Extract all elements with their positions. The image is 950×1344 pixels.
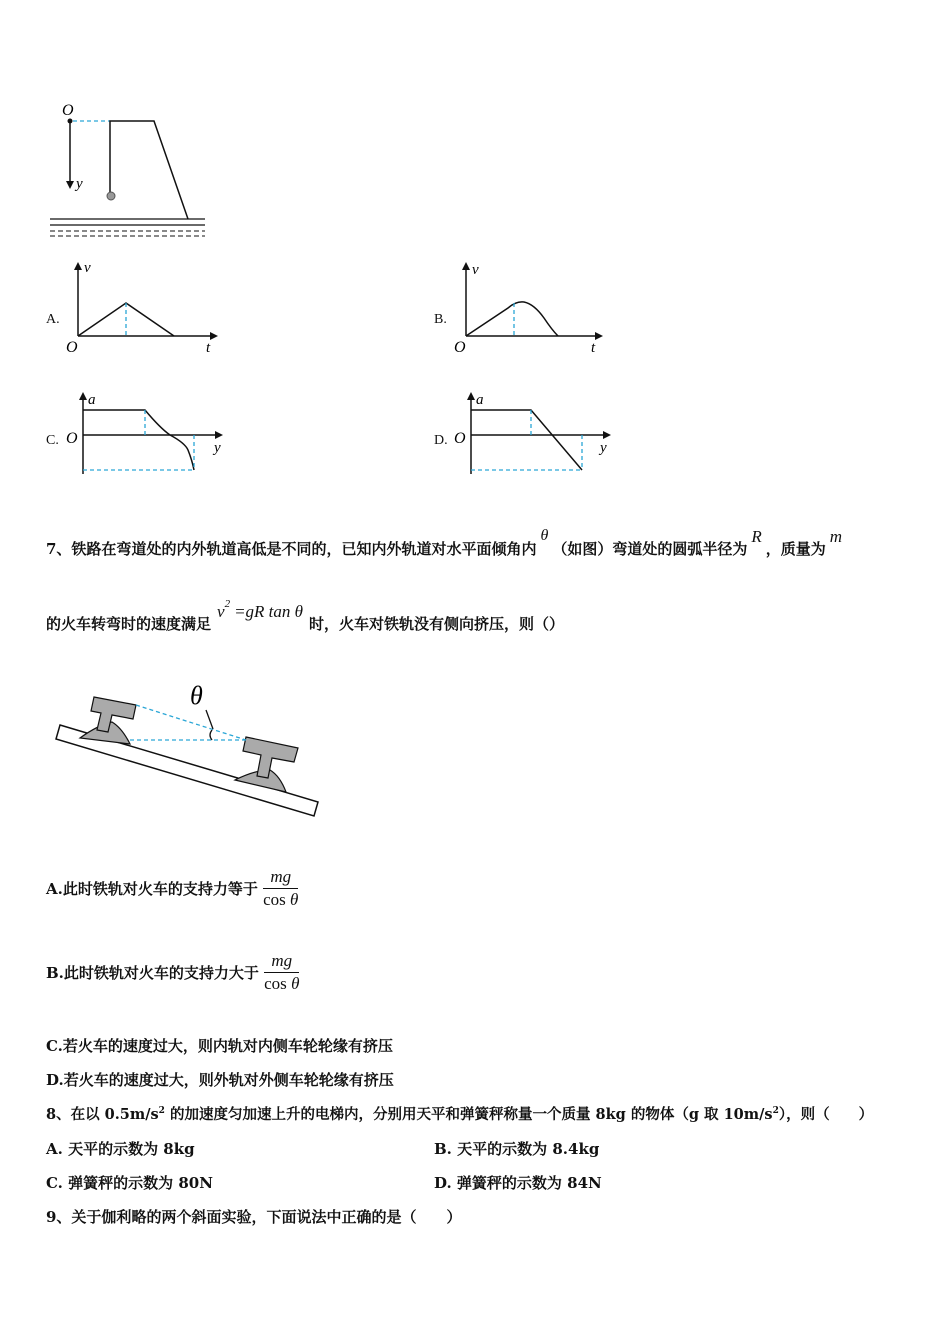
q7-line1-c: ，质量为 <box>765 540 826 558</box>
q7-formula-rest: =gR tan θ <box>234 602 303 621</box>
graph-d-origin: O <box>454 430 466 447</box>
q7-option-b-text: B.此时铁轨对火车的支持力大于 <box>46 964 259 982</box>
q8-option-d: D. 弹簧秤的示数为 84N <box>434 1174 602 1192</box>
graph-a-label: A. <box>46 312 60 327</box>
q8-stem-b: 的加速度匀加速上升的电梯内，分别用天平和弹簧秤称量一个质量 8kg 的物体（g 取 10m/s <box>164 1106 773 1123</box>
graph-b-axis-t: t <box>591 340 596 356</box>
q7-option-c: C.若火车的速度过大，则内轨对内侧车轮轮缘有挤压 <box>46 1037 393 1055</box>
q8-option-b: B. 天平的示数为 8.4kg <box>434 1140 600 1158</box>
q7-line2-b: 时，火车对铁轨没有侧向挤压，则（） <box>309 615 565 633</box>
graph-c <box>60 388 235 480</box>
graph-c-axis-a: a <box>88 392 96 408</box>
q8-option-a: A. 天平的示数为 8kg <box>46 1140 195 1158</box>
q7-option-b-fraction <box>264 951 299 994</box>
pendulum-figure <box>40 95 220 245</box>
railway-figure <box>50 670 330 830</box>
q7-option-a-text: A.此时铁轨对火车的支持力等于 <box>46 880 258 898</box>
q8-stem <box>46 1103 873 1124</box>
graph-a <box>60 258 225 358</box>
q7-m: m <box>829 527 843 546</box>
graph-c-origin: O <box>66 430 78 447</box>
graph-b-axis-v: v <box>472 262 479 278</box>
q7-line1-a: 7、铁路在弯道处的内外轨道高低是不同的，已知内外轨道对水平面倾角内 <box>46 540 537 558</box>
q8-stem-sup2: 2 <box>772 1106 779 1117</box>
figure-label-y: y <box>76 176 83 192</box>
q7-formula-v: v <box>217 602 225 621</box>
q7-option-a-fraction <box>263 867 298 910</box>
graph-a-origin: O <box>66 339 78 356</box>
q7-formula-sup: 2 <box>224 598 231 610</box>
q7-line2-a: 的火车转弯时的速度满足 <box>46 615 212 633</box>
frac-a-num: mg <box>263 867 298 889</box>
frac-b-num: mg <box>264 951 299 973</box>
q7-option-a <box>46 867 298 910</box>
q8-stem-sup1: 2 <box>158 1106 165 1117</box>
graph-d <box>448 388 623 480</box>
q7-theta: θ <box>540 527 549 544</box>
q7-R: R <box>751 527 762 546</box>
q8-stem-a: 8、在以 0.5m/s <box>46 1106 159 1123</box>
railway-theta: θ <box>190 681 203 710</box>
graph-d-axis-y: y <box>600 440 607 456</box>
graph-a-axis-t: t <box>206 340 211 356</box>
graph-c-axis-y: y <box>214 440 221 456</box>
q7-line2 <box>46 598 565 634</box>
frac-a-den-fn: cos <box>263 890 286 909</box>
frac-b-den-var: θ <box>291 974 300 993</box>
q7-option-b <box>46 951 299 994</box>
graph-b-origin: O <box>454 339 466 356</box>
frac-b-den-fn: cos <box>264 974 287 993</box>
figure-label-o: O <box>62 102 74 119</box>
q7-line1-b: （如图）弯道处的圆弧半径为 <box>552 540 748 558</box>
graph-b-label: B. <box>434 312 447 327</box>
graph-d-axis-a: a <box>476 392 484 408</box>
graph-a-axis-v: v <box>84 260 91 276</box>
q7-option-d: D.若火车的速度过大，则外轨对外侧车轮轮缘有挤压 <box>46 1071 394 1089</box>
q8-option-c: C. 弹簧秤的示数为 80N <box>46 1174 213 1192</box>
graph-b <box>448 258 613 358</box>
frac-a-den-var: θ <box>290 890 299 909</box>
q7-line1 <box>46 527 843 559</box>
q9-stem: 9、关于伽利略的两个斜面实验，下面说法中正确的是（ ） <box>46 1208 462 1226</box>
q8-stem-c: ），则（ ） <box>778 1106 874 1123</box>
graph-d-label: D. <box>434 433 448 448</box>
graph-c-label: C. <box>46 433 59 448</box>
